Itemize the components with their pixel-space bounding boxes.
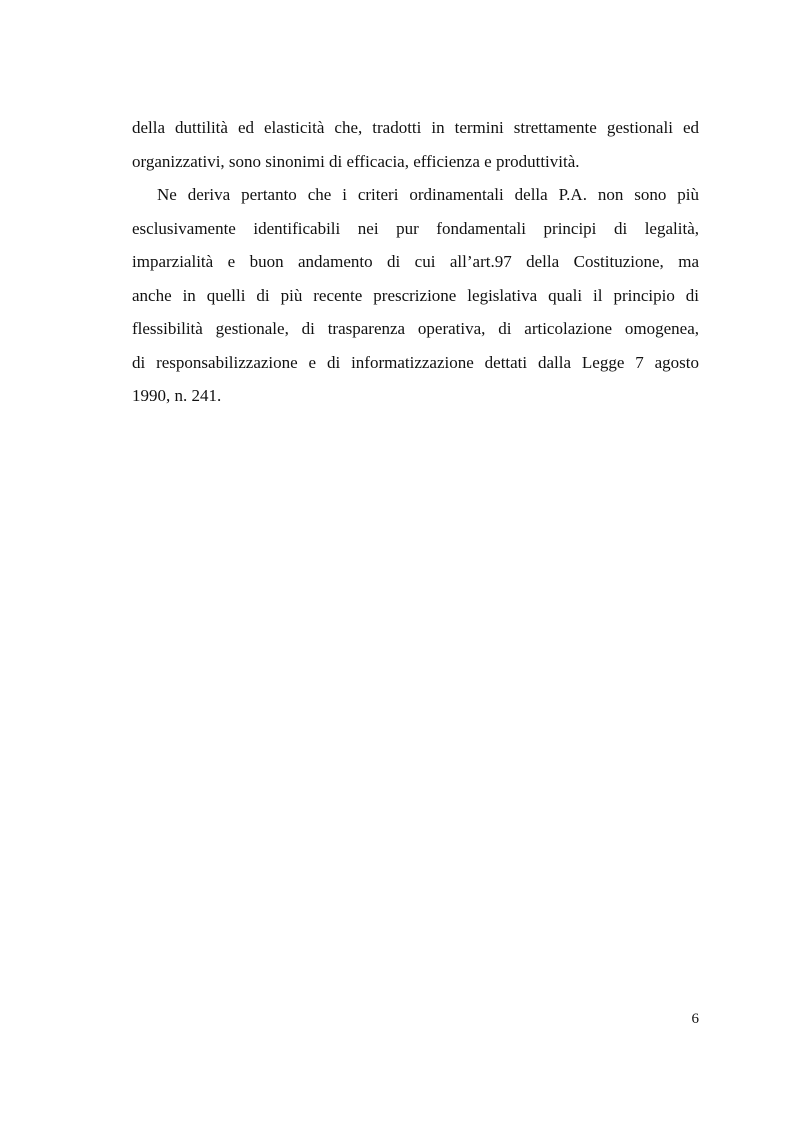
paragraph-2-line-1: Ne deriva pertanto che i criteri ordinamentali della P.A. non sono più xyxy=(157,185,699,204)
paragraph-2-line-3: imparzialità e buon andamento di cui all’art.97 della Costituzione, ma xyxy=(132,252,699,271)
body-text xyxy=(132,111,699,413)
paragraph-2-line-7: 1990, n. 241. xyxy=(132,386,222,405)
paragraph-2-line-4: anche in quelli di più recente prescrizione legislativa quali il principio di xyxy=(132,285,699,305)
paragraph-1-line-1: della duttilità ed elasticità che, tradotti in termini strettamente gestionali ed xyxy=(132,118,699,137)
paragraph-1-line-2: organizzativi, sono sinonimi di efficacia, efficienza e produttività. xyxy=(132,151,580,171)
paragraph-2-line-6: di responsabilizzazione e di informatizzazione dettati dalla Legge 7 agosto xyxy=(132,352,699,372)
page-number: 6 xyxy=(691,1011,699,1027)
paragraph-2-line-2: esclusivamente identificabili nei pur fondamentali principi di legalità, xyxy=(132,218,699,238)
paragraph-2-line-5: flessibilità gestionale, di trasparenza operativa, di articolazione omogenea, xyxy=(132,319,699,338)
